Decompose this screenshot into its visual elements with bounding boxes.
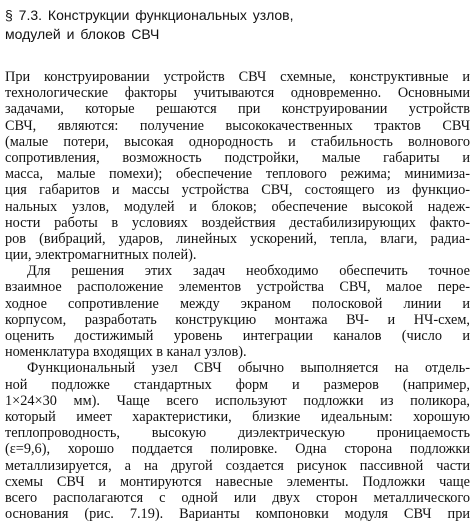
paragraph-1-line: ров (вибраций, ударов, линейных ускорений, тепла, влаги, радиа- — [5, 230, 470, 247]
paragraph-2-line: Для решения этих задач необходимо обеспечить точное — [27, 263, 470, 280]
paragraph-3-line: основания (рис. 7.19). Варианты компоновки модуля СВЧ при — [5, 506, 470, 522]
paragraph-1-line: задачами, которые решаются при конструировании устройств — [5, 101, 470, 118]
section-heading — [5, 6, 465, 44]
section-heading-line-1: § 7.3. Конструкции функциональных узлов, — [5, 7, 294, 23]
body-text — [5, 69, 470, 522]
paragraph-3-line: теплопроводность, высокую диэлектрическую проницаемость — [5, 425, 470, 442]
paragraph-1-line: ности работы в условиях воздействия дестабилизирующих факто- — [5, 214, 470, 231]
paragraph-1-line: сопротивления, возможность подстройки, малые габариты и — [5, 149, 470, 166]
paragraph-3-line: Функциональный узел СВЧ обычно выполняется на отдель- — [27, 360, 470, 377]
paragraph-3-line: 1×24×30 мм). Чаще всего используют подложки из поликора, — [5, 392, 470, 409]
paragraph-1-line: СВЧ, являются: получение высококачественных трактов СВЧ — [5, 117, 470, 134]
paragraph-2-line: взаимное расположение элементов устройства СВЧ, малое пере- — [5, 279, 470, 296]
paragraph-1-line: технологические факторы учитываются одновременно. Основными — [5, 85, 470, 102]
paragraph-3-line: который имеет характеристики, близкие идеальным: хорошую — [5, 408, 470, 425]
paragraph-2-line: оценить достижимый уровень интеграции каналов (число и — [5, 328, 470, 344]
paragraph-2-line: номенклатура входящих в канал узлов). — [5, 344, 247, 361]
paragraph-2-line: ходное сопротивление между экраном полосковой линии и — [5, 295, 470, 312]
paragraph-1-line: нальных узлов, модулей и блоков; обеспечение высокой надеж- — [5, 198, 470, 215]
paragraph-1-line: При конструировании устройств СВЧ схемные, конструктивные и — [5, 69, 470, 85]
paragraph-1-line: масса, малые помехи); обеспечение теплового режима; минимиза- — [5, 166, 470, 183]
paragraph-1-line: (малые потери, высокая однородность и стабильность волнового — [5, 133, 470, 150]
paragraph-3-line: всего располагаются с одной или двух сторон металлического — [5, 489, 470, 506]
section-heading-line-2: модулей и блоков СВЧ — [5, 26, 160, 42]
paragraph-2-line: корпусом, разработать конструкцию монтажа ВЧ- и НЧ-схем, — [5, 311, 470, 328]
paragraph-3-line: схемы СВЧ и монтируются навесные элементы. Подложки чаще — [5, 473, 470, 490]
paragraph-3-line: (ε=9,6), хорошо поддается полировке. Одна сторона подложки — [5, 441, 470, 458]
paragraph-1-line: ция габаритов и массы устройства СВЧ, состоящего из функцио- — [5, 182, 470, 199]
paragraph-3-line: ной подложке стандартных форм и размеров (например, — [5, 376, 470, 393]
paragraph-3-line: металлизируется, а на другой создается рисунок пассивной части — [5, 457, 470, 474]
paragraph-1-line: ции, электромагнитных полей). — [5, 247, 197, 264]
